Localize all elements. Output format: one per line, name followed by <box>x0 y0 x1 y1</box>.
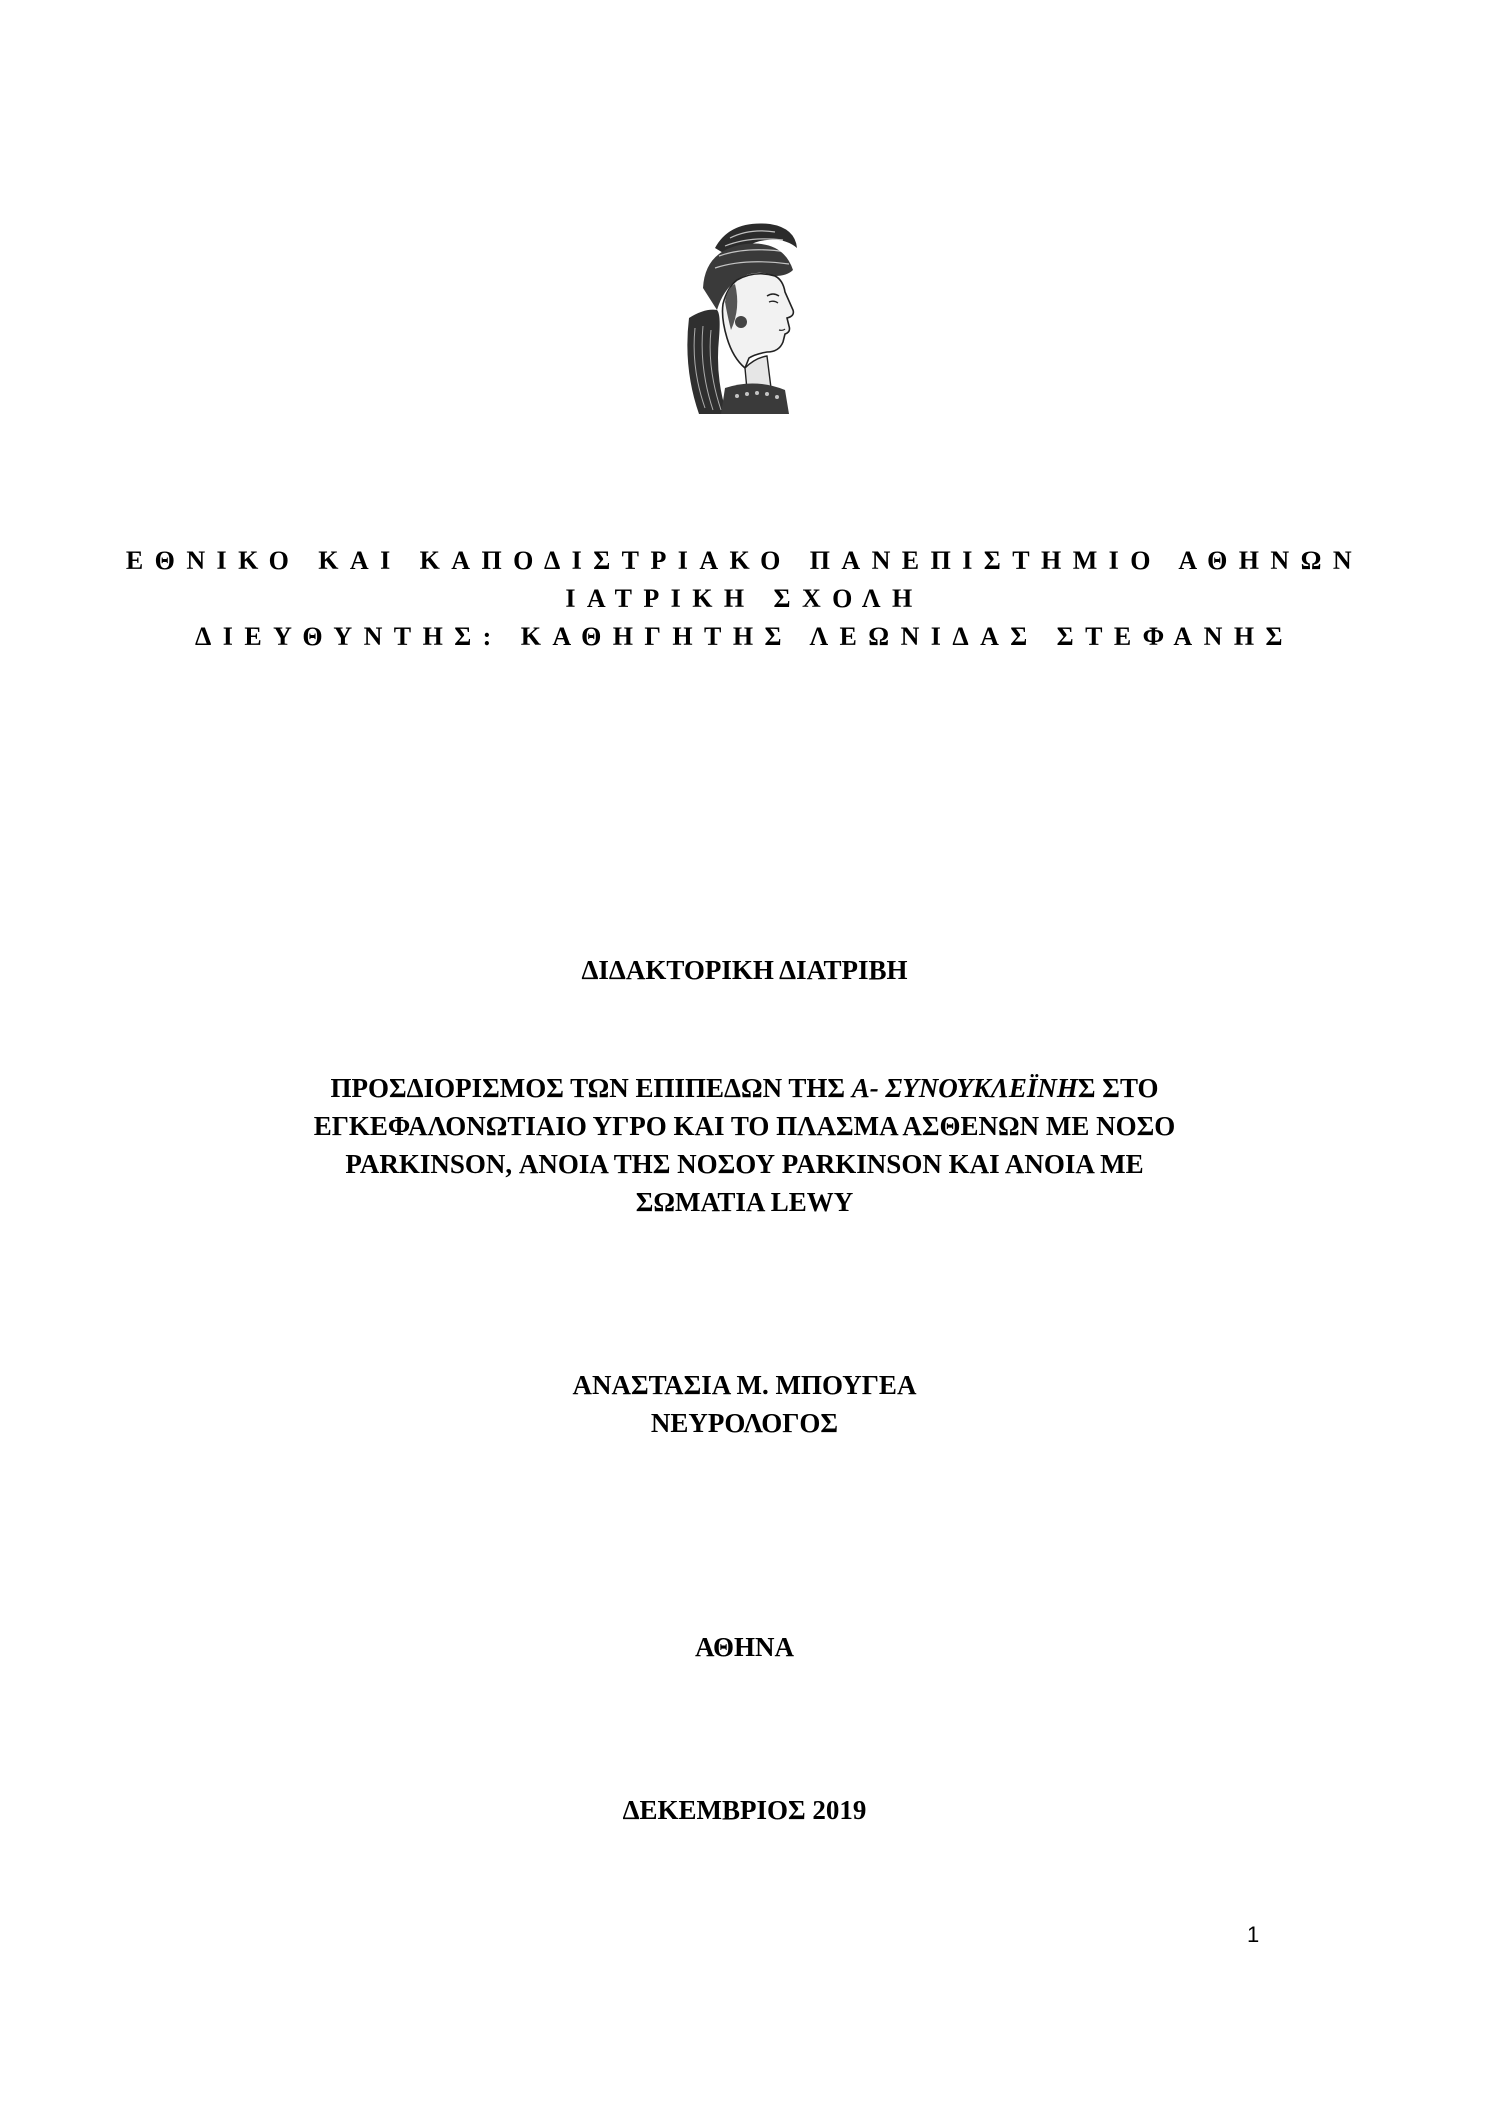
thesis-title-prefix: ΠΡΟΣΔΙΟΡΙΣΜΟΣ ΤΩΝ ΕΠΙΠΕΔΩΝ ΤΗΣ <box>330 1073 852 1103</box>
university-name: ΕΘΝΙΚΟ ΚΑΙ ΚΑΠΟΔΙΣΤΡΙΑΚΟ ΠΑΝΕΠΙΣΤΗΜΙΟ ΑΘΗΝΩΝ <box>125 546 1364 575</box>
school-name: ΙΑΤΡΙΚΗ ΣΧΟΛΗ <box>565 584 924 613</box>
thesis-title-line-1 <box>0 1073 1489 1104</box>
date: ΔΕΚΕΜΒΡΙΟΣ 2019 <box>622 1795 867 1825</box>
thesis-title-line-3: PARKINSON, ΑΝΟΙΑ ΤΗΣ ΝΟΣΟΥ PARKINSON ΚΑΙ ΑΝΟΙΑ ΜΕ <box>345 1149 1144 1179</box>
page-number: 1 <box>1247 1922 1260 1947</box>
author-name: ΑΝΑΣΤΑΣΙΑ Μ. ΜΠΟΥΓΕΑ <box>572 1370 917 1400</box>
thesis-title-italic: Α- ΣΥΝΟΥΚΛΕΪΝΗ <box>851 1073 1078 1103</box>
author-profession: ΝΕΥΡΟΛΟΓΟΣ <box>650 1408 839 1438</box>
document-type: ΔΙΔΑΚΤΟΡΙΚΗ ΔΙΑΤΡΙΒΗ <box>581 955 908 985</box>
thesis-title-suffix: Σ ΣΤΟ <box>1077 1073 1159 1103</box>
thesis-title-line-2: ΕΓΚΕΦΑΛΟΝΩΤΙΑΙΟ ΥΓΡΟ ΚΑΙ ΤΟ ΠΛΑΣΜΑ ΑΣΘΕΝΩΝ ΜΕ ΝΟΣΟ <box>313 1111 1176 1141</box>
athena-head-emblem-icon <box>675 218 815 416</box>
director-line: ΔΙΕΥΘΥΝΤΗΣ: ΚΑΘΗΓΗΤΗΣ ΛΕΩΝΙΔΑΣ ΣΤΕΦΑΝΗΣ <box>195 622 1294 651</box>
city: ΑΘΗΝΑ <box>695 1632 794 1662</box>
thesis-title-line-4: ΣΩΜΑΤΙΑ LEWY <box>635 1187 854 1217</box>
